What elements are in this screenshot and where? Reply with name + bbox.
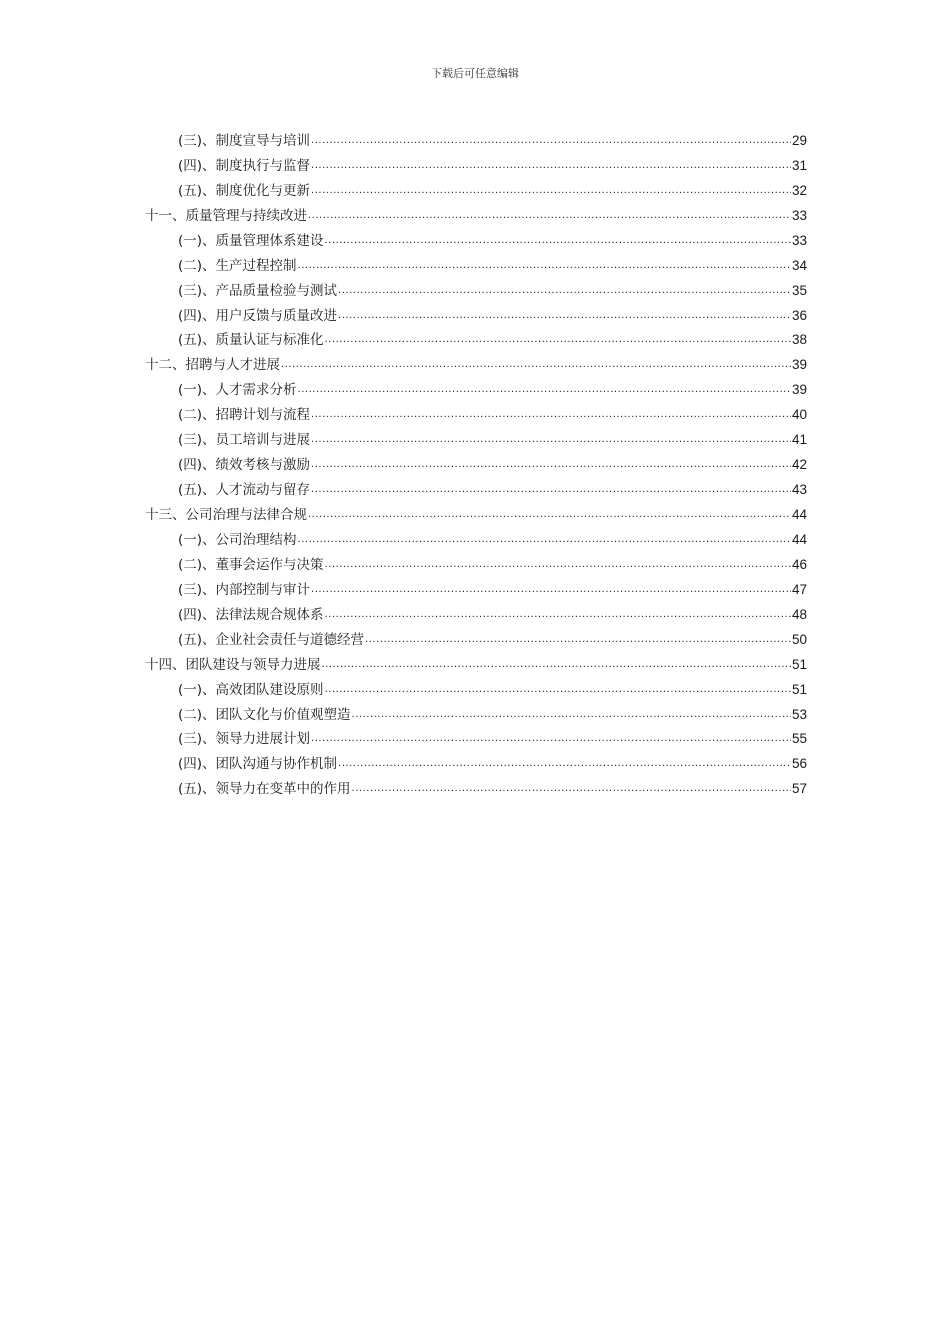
toc-section-entry[interactable]: [145, 450, 807, 475]
toc-section-entry[interactable]: [145, 550, 807, 575]
toc-entry-title: (三)、制度宣导与培训: [178, 132, 311, 149]
toc-dot-leader: [311, 482, 791, 498]
toc-dot-leader: [325, 682, 791, 698]
toc-section-entry[interactable]: [145, 725, 807, 750]
toc-dot-leader: [325, 557, 791, 573]
toc-dot-leader: [311, 158, 791, 174]
toc-entry-title: (四)、用户反馈与质量改进: [178, 307, 338, 324]
toc-dot-leader: [311, 432, 791, 448]
toc-page-number: 32: [791, 182, 807, 198]
toc-dot-leader: [298, 258, 791, 274]
toc-page-number: 46: [791, 556, 807, 572]
toc-entry-title: (四)、绩效考核与激励: [178, 457, 311, 474]
toc-section-entry[interactable]: [145, 600, 807, 625]
toc-dot-leader: [311, 407, 791, 423]
toc-page-number: 35: [791, 282, 807, 298]
toc-section-entry[interactable]: [145, 625, 807, 650]
toc-section-entry[interactable]: [145, 375, 807, 400]
toc-page-number: 57: [791, 781, 807, 797]
toc-section-entry[interactable]: [145, 301, 807, 326]
toc-chapter-entry[interactable]: [145, 650, 807, 675]
toc-entry-title: 十四、团队建设与领导力进展: [145, 656, 321, 673]
toc-section-entry[interactable]: [145, 749, 807, 774]
toc-entry-title: (一)、质量管理体系建设: [178, 232, 324, 249]
toc-dot-leader: [322, 657, 791, 673]
toc-page-number: 44: [791, 531, 807, 547]
toc-dot-leader: [338, 283, 791, 299]
toc-dot-leader: [298, 532, 791, 548]
toc-page-number: 50: [791, 631, 807, 647]
toc-entry-title: (一)、公司治理结构: [178, 531, 297, 548]
toc-entry-title: 十二、招聘与人才进展: [145, 357, 280, 374]
toc-dot-leader: [308, 507, 791, 523]
toc-page-number: 29: [791, 132, 807, 148]
toc-dot-leader: [298, 382, 791, 398]
toc-entry-title: (一)、高效团队建设原则: [178, 681, 324, 698]
toc-page-number: 33: [791, 232, 807, 248]
toc-dot-leader: [311, 457, 791, 473]
toc-page-number: 40: [791, 407, 807, 423]
toc-dot-leader: [325, 332, 791, 348]
toc-dot-leader: [365, 632, 791, 648]
toc-entry-title: (二)、生产过程控制: [178, 257, 297, 274]
toc-page-number: 39: [791, 357, 807, 373]
toc-entry-title: (五)、制度优化与更新: [178, 182, 311, 199]
toc-chapter-entry[interactable]: [145, 201, 807, 226]
toc-section-entry[interactable]: [145, 276, 807, 301]
toc-page-number: 39: [791, 382, 807, 398]
toc-page-number: 51: [791, 681, 807, 697]
toc-dot-leader: [311, 133, 791, 149]
toc-entry-title: (二)、团队文化与价值观塑造: [178, 706, 351, 723]
toc-page-number: 36: [791, 307, 807, 323]
toc-entry-title: (四)、团队沟通与协作机制: [178, 756, 338, 773]
toc-page-number: 31: [791, 157, 807, 173]
toc-section-entry[interactable]: [145, 700, 807, 725]
toc-page-number: 41: [791, 432, 807, 448]
toc-dot-leader: [338, 756, 791, 772]
toc-section-entry[interactable]: [145, 525, 807, 550]
toc-page-number: 43: [791, 482, 807, 498]
toc-entry-title: (三)、领导力进展计划: [178, 731, 311, 748]
toc-page-number: 38: [791, 332, 807, 348]
toc-section-entry[interactable]: [145, 126, 807, 151]
toc-page-number: 44: [791, 507, 807, 522]
toc-chapter-entry[interactable]: [145, 350, 807, 375]
toc-section-entry[interactable]: [145, 326, 807, 351]
toc-dot-leader: [308, 208, 791, 224]
page-header: 下载后可任意编辑: [431, 67, 519, 80]
toc-section-entry[interactable]: [145, 151, 807, 176]
toc-section-entry[interactable]: [145, 425, 807, 450]
toc-chapter-entry[interactable]: [145, 500, 807, 525]
toc-page-number: 56: [791, 756, 807, 772]
toc-section-entry[interactable]: [145, 226, 807, 251]
toc-page-number: 48: [791, 606, 807, 622]
toc-entry-title: (四)、法律法规合规体系: [178, 606, 324, 623]
toc-page-number: 51: [791, 656, 807, 672]
toc-section-entry[interactable]: [145, 575, 807, 600]
table-of-contents: [145, 126, 807, 799]
toc-page-number: 42: [791, 457, 807, 473]
toc-dot-leader: [325, 233, 791, 249]
toc-entry-title: (二)、董事会运作与决策: [178, 556, 324, 573]
toc-entry-title: (二)、招聘计划与流程: [178, 407, 311, 424]
toc-section-entry[interactable]: [145, 774, 807, 799]
toc-entry-title: (一)、人才需求分析: [178, 382, 297, 399]
toc-section-entry[interactable]: [145, 400, 807, 425]
toc-page-number: 53: [791, 706, 807, 722]
toc-entry-title: (三)、内部控制与审计: [178, 581, 311, 598]
toc-dot-leader: [352, 707, 791, 723]
toc-section-entry[interactable]: [145, 176, 807, 201]
toc-dot-leader: [311, 731, 791, 747]
toc-section-entry[interactable]: [145, 675, 807, 700]
toc-entry-title: (五)、人才流动与留存: [178, 482, 311, 499]
toc-page-number: 33: [791, 207, 807, 223]
toc-entry-title: (五)、领导力在变革中的作用: [178, 781, 351, 798]
toc-dot-leader: [281, 357, 791, 373]
toc-entry-title: 十三、公司治理与法律合规: [145, 507, 307, 523]
toc-section-entry[interactable]: [145, 251, 807, 276]
toc-dot-leader: [352, 781, 791, 797]
toc-entry-title: 十一、质量管理与持续改进: [145, 207, 307, 224]
toc-entry-title: (三)、员工培训与进展: [178, 432, 311, 449]
toc-page-number: 34: [791, 257, 807, 273]
toc-entry-title: (五)、企业社会责任与道德经营: [178, 631, 365, 648]
toc-dot-leader: [311, 183, 791, 199]
toc-entry-title: (四)、制度执行与监督: [178, 157, 311, 174]
toc-dot-leader: [338, 308, 791, 324]
toc-page-number: 47: [791, 581, 807, 597]
toc-dot-leader: [311, 582, 791, 598]
toc-entry-title: (三)、产品质量检验与测试: [178, 282, 338, 299]
toc-entry-title: (五)、质量认证与标准化: [178, 332, 324, 349]
toc-page-number: 55: [791, 731, 807, 747]
toc-dot-leader: [325, 607, 791, 623]
toc-section-entry[interactable]: [145, 475, 807, 500]
